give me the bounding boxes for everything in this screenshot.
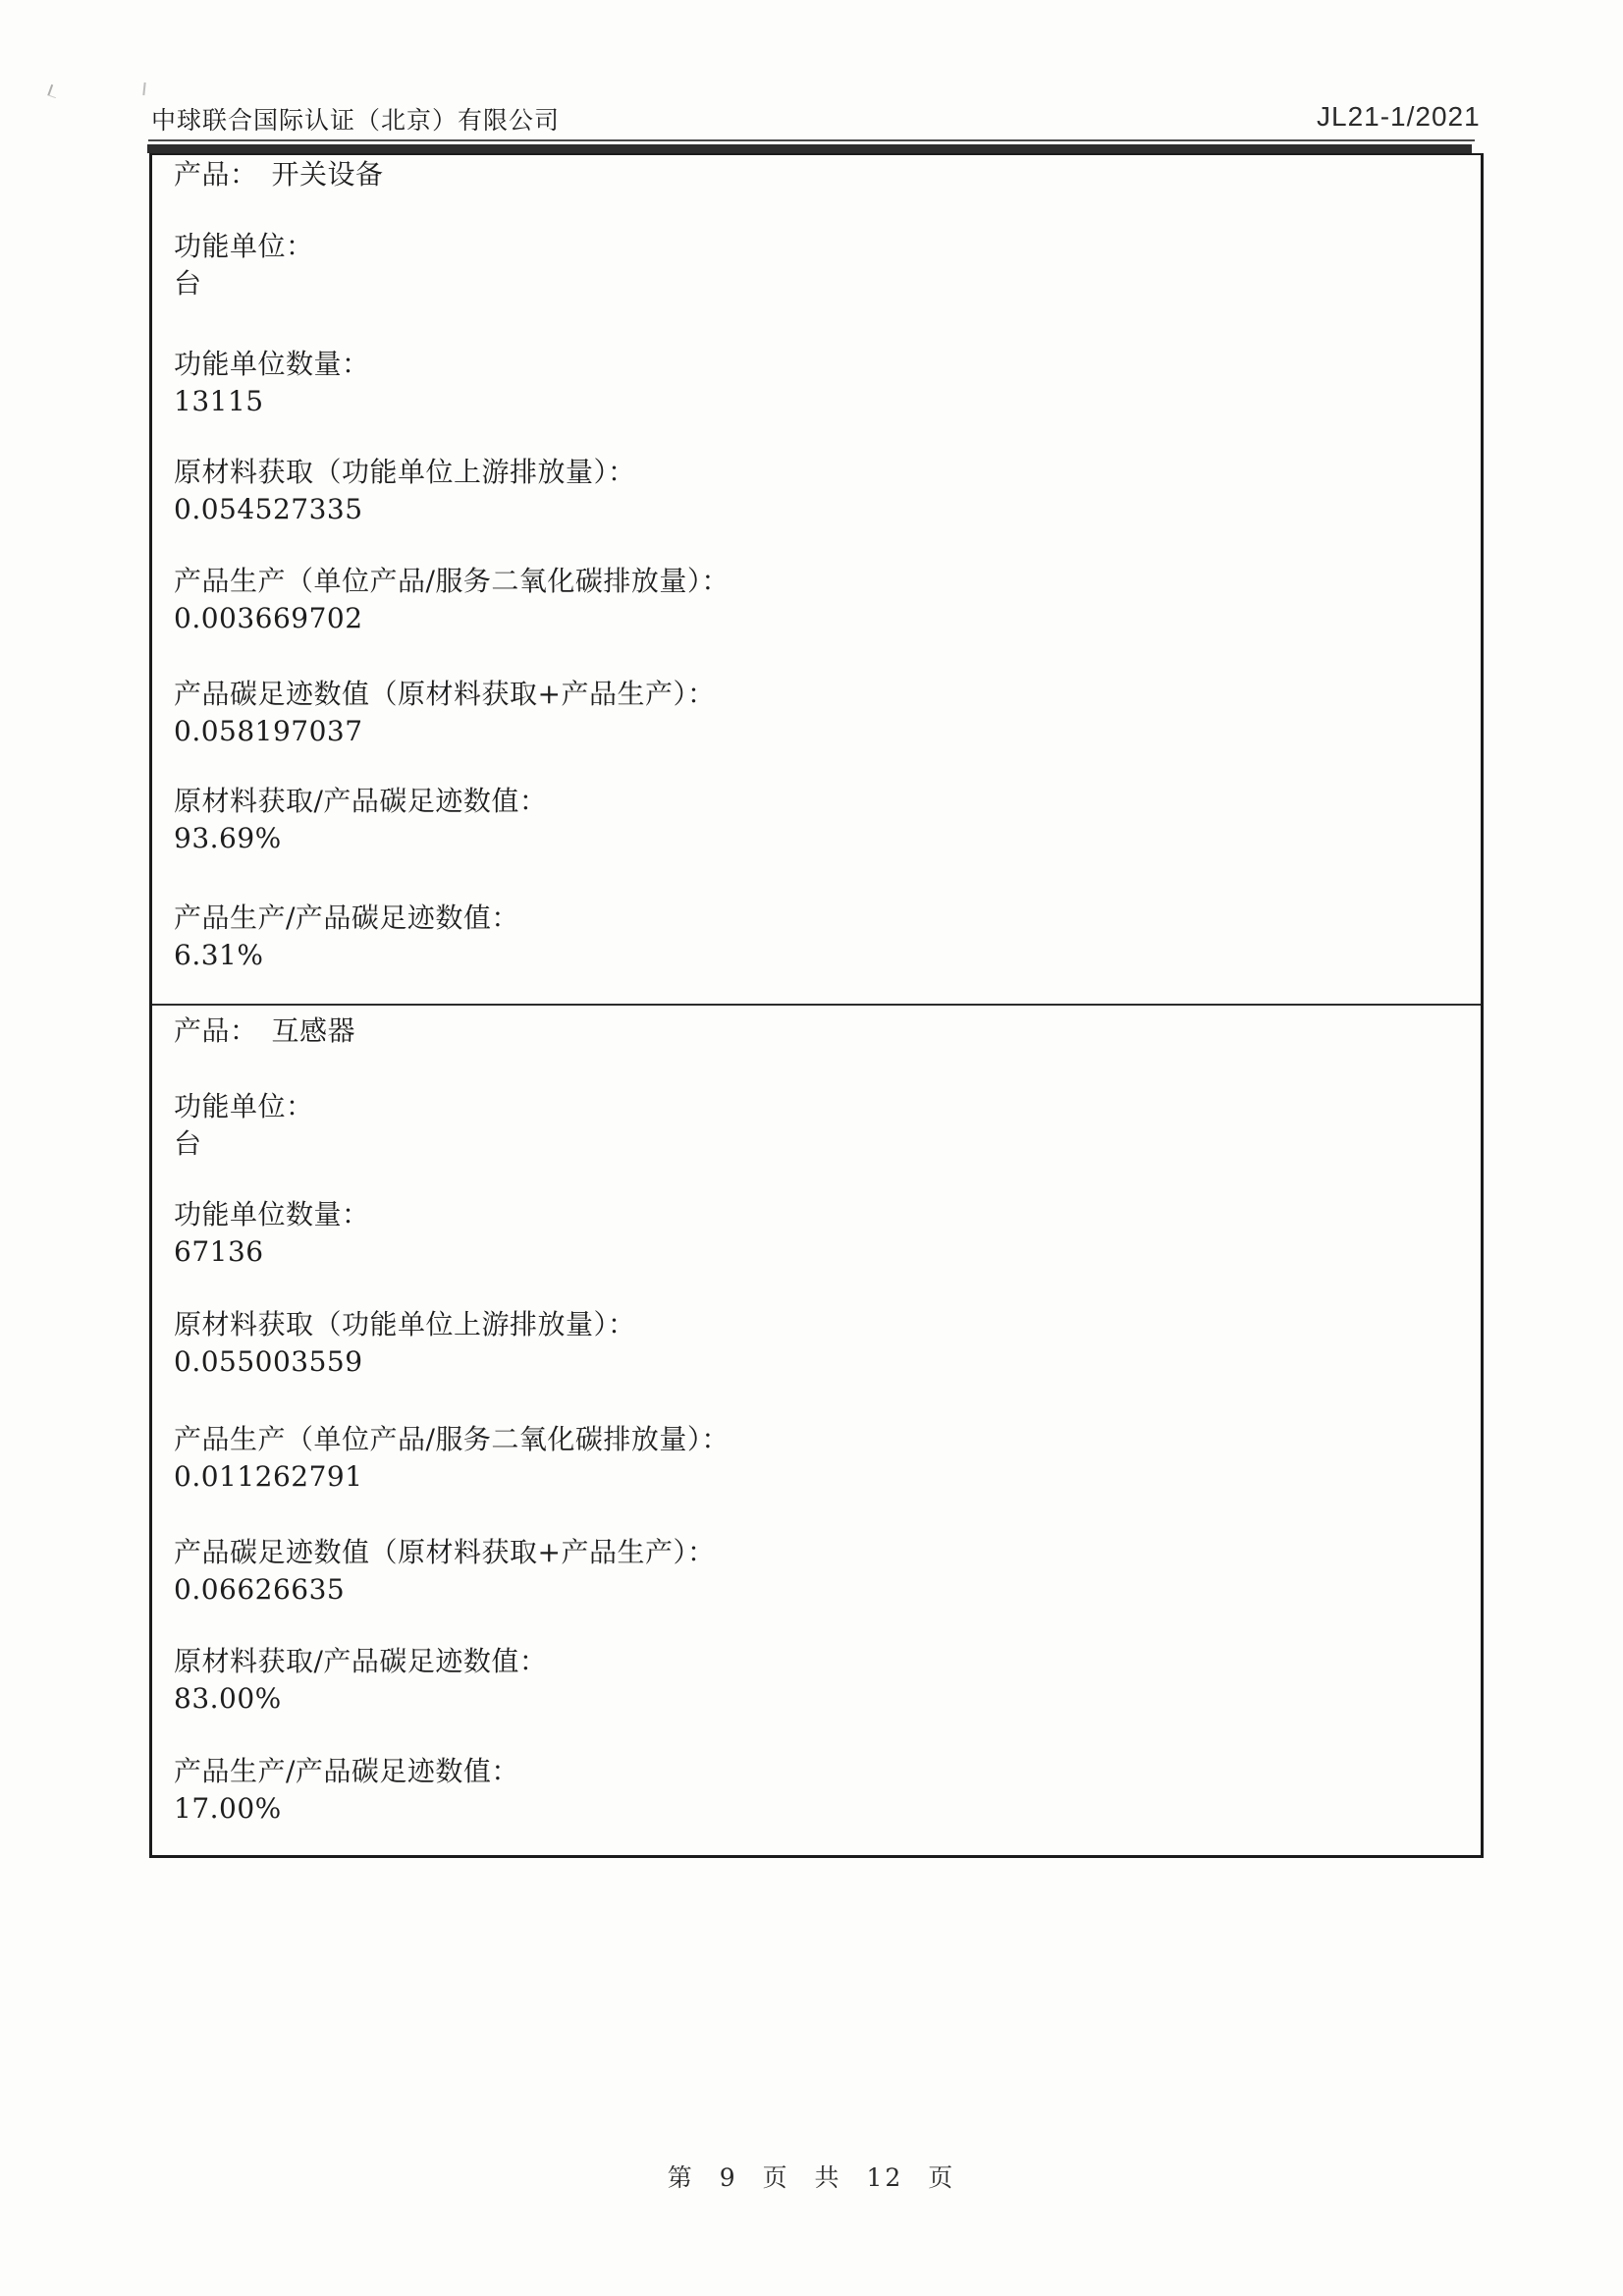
company-name: 中球联合国际认证（北京）有限公司 [151, 106, 561, 135]
field-label: 产品生产（单位产品/服务二氧化碳排放量）： [174, 1423, 730, 1455]
field-raw-material-ratio [174, 1643, 547, 1718]
field-carbon-footprint-total [174, 676, 715, 750]
field-value: 13115 [174, 385, 264, 417]
field-value: 0.058197037 [174, 715, 363, 747]
field-value: 93.69% [174, 822, 282, 854]
doc-number: JL21-1/2021 [1317, 101, 1481, 132]
field-functional-unit-quantity [174, 1196, 370, 1271]
field-label: 原材料获取（功能单位上游排放量）： [174, 1308, 636, 1340]
field-raw-material-acquisition [174, 454, 636, 528]
header-rule-thin [148, 139, 1475, 141]
product-name: 开关设备 [271, 158, 384, 191]
product-label: 产品： [174, 1014, 258, 1047]
field-label: 功能单位数量： [174, 1198, 370, 1230]
field-functional-unit [174, 1088, 314, 1163]
field-functional-unit [174, 228, 314, 302]
field-value: 台 [174, 1127, 202, 1160]
field-value: 0.06626635 [174, 1573, 346, 1606]
field-value: 17.00% [174, 1792, 282, 1825]
field-raw-material-acquisition [174, 1306, 636, 1381]
field-functional-unit-quantity [174, 346, 370, 420]
field-production-ratio [174, 1753, 519, 1828]
field-label: 原材料获取/产品碳足迹数值： [174, 785, 548, 817]
product-name: 互感器 [271, 1014, 356, 1047]
field-value: 0.003669702 [174, 602, 363, 634]
field-value: 0.054527335 [174, 493, 363, 525]
field-label: 产品碳足迹数值（原材料获取+产品生产）： [174, 1536, 716, 1568]
field-label: 产品碳足迹数值（原材料获取+产品生产）： [174, 678, 716, 710]
product-label: 产品： [174, 158, 258, 191]
field-value: 0.011262791 [174, 1460, 363, 1493]
page-number: 第 9 页 共 12 页 [667, 2163, 956, 2192]
field-label: 功能单位： [174, 230, 314, 262]
field-product-production [174, 1421, 730, 1496]
field-value: 83.00% [174, 1682, 282, 1715]
field-carbon-footprint-total [174, 1534, 715, 1609]
scan-noise-mark [47, 84, 60, 98]
field-production-ratio [174, 900, 519, 974]
field-label: 产品生产/产品碳足迹数值： [174, 902, 519, 934]
field-value: 台 [174, 267, 202, 300]
product-line [174, 1012, 355, 1050]
field-label: 功能单位数量： [174, 348, 370, 380]
field-value: 67136 [174, 1235, 264, 1268]
field-label: 原材料获取/产品碳足迹数值： [174, 1645, 548, 1677]
field-value: 6.31% [174, 939, 264, 971]
field-label: 产品生产/产品碳足迹数值： [174, 1755, 519, 1787]
field-raw-material-ratio [174, 783, 547, 857]
field-label: 功能单位： [174, 1090, 314, 1122]
field-label: 原材料获取（功能单位上游排放量）： [174, 456, 636, 488]
field-value: 0.055003559 [174, 1345, 363, 1378]
header-rule-thick [147, 144, 1472, 153]
field-label: 产品生产（单位产品/服务二氧化碳排放量）： [174, 565, 730, 597]
scan-noise-mark [142, 82, 145, 95]
content-box [149, 153, 1484, 1858]
field-product-production [174, 563, 730, 637]
section-divider [152, 1004, 1481, 1006]
product-line [174, 156, 384, 193]
